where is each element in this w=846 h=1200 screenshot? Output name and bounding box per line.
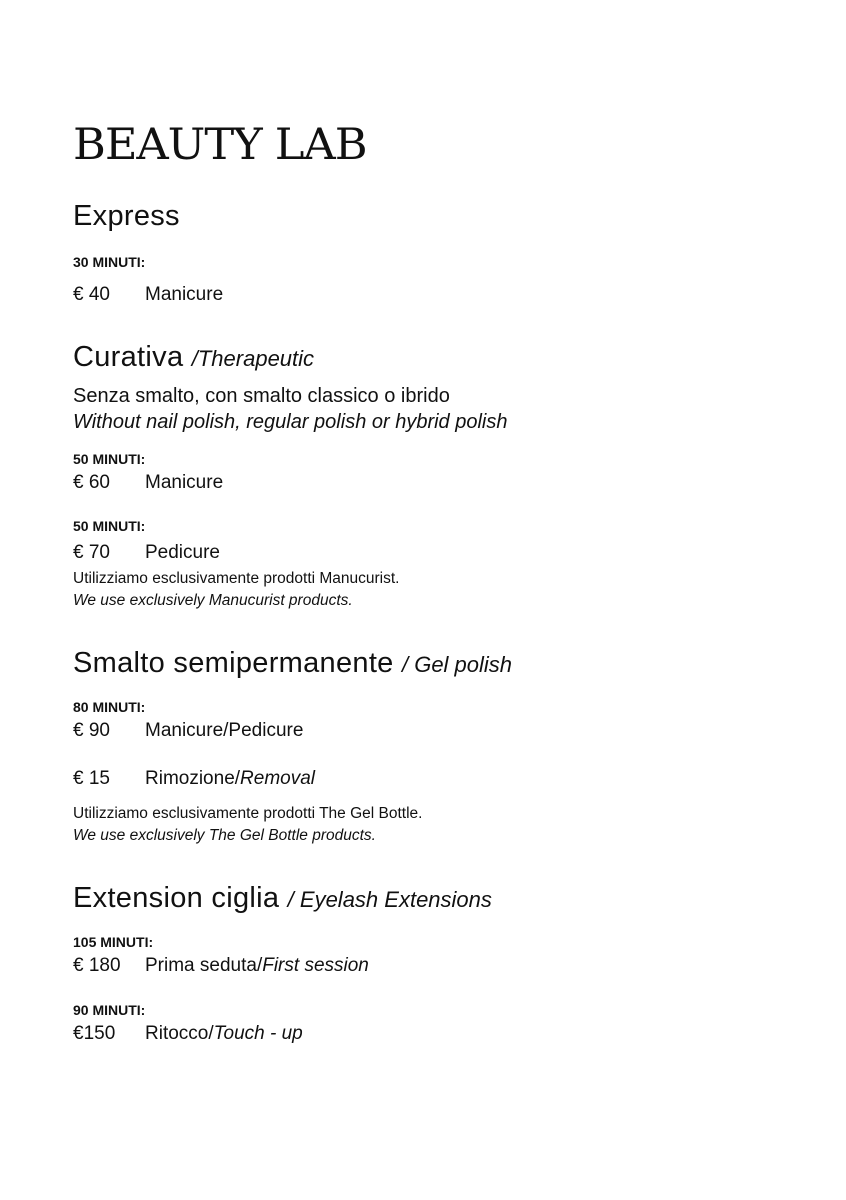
curativa-duration-2: 50 MINUTI: [73, 518, 146, 534]
curativa-subheading: /Therapeutic [191, 346, 315, 371]
curativa-description: Senza smalto, con smalto classico o ibrido [73, 385, 450, 407]
extension-heading-text: Extension ciglia [73, 882, 280, 914]
extension-item-2 [73, 1023, 303, 1045]
smalto-subheading: / Gel polish [401, 652, 513, 677]
curativa-price-1: € 60 [73, 472, 110, 493]
express-duration: 30 MINUTI: [73, 254, 146, 270]
smalto-item-1 [73, 720, 303, 742]
extension-heading [73, 882, 492, 915]
express-heading-text: Express [73, 200, 180, 232]
extension-item-1 [73, 955, 369, 977]
smalto-heading-text: Smalto semipermanente [73, 647, 394, 679]
extension-duration-1: 105 MINUTI: [73, 934, 154, 950]
express-heading [73, 200, 180, 233]
express-price: € 40 [73, 284, 110, 305]
smalto-duration: 80 MINUTI: [73, 699, 146, 715]
extension-subheading: / Eyelash Extensions [287, 887, 492, 912]
curativa-item-2 [73, 542, 220, 564]
extension-service-2: Ritocco/ [145, 1023, 214, 1044]
smalto-note: Utilizziamo esclusivamente prodotti The Gel Bottle. [73, 805, 423, 822]
smalto-note-en: We use exclusively The Gel Bottle products. [73, 827, 376, 844]
curativa-price-2: € 70 [73, 542, 110, 563]
curativa-item-1 [73, 472, 223, 494]
extension-price-1: € 180 [73, 955, 121, 976]
smalto-price-1: € 90 [73, 720, 110, 741]
curativa-heading-text: Curativa [73, 341, 184, 373]
smalto-service-2-en: Removal [240, 768, 316, 789]
extension-duration-2: 90 MINUTI: [73, 1002, 146, 1018]
express-item [73, 284, 223, 306]
extension-service-1: Prima seduta/ [145, 955, 263, 976]
extension-service-2-en: Touch - up [213, 1023, 303, 1044]
curativa-service-1: Manicure [145, 472, 224, 493]
curativa-note: Utilizziamo esclusivamente prodotti Manucurist. [73, 570, 400, 587]
smalto-service-2: Rimozione/ [145, 768, 241, 789]
smalto-item-2 [73, 768, 315, 790]
extension-service-1-en: First session [262, 955, 369, 976]
page-title: BEAUTY LAB [73, 120, 367, 170]
curativa-description-en: Without nail polish, regular polish or hybrid polish [73, 411, 508, 433]
curativa-heading [73, 341, 314, 374]
curativa-duration-1: 50 MINUTI: [73, 451, 146, 467]
smalto-service-1: Manicure/Pedicure [145, 720, 304, 741]
curativa-service-2: Pedicure [145, 542, 220, 563]
curativa-note-en: We use exclusively Manucurist products. [73, 592, 353, 609]
smalto-heading [73, 647, 512, 680]
smalto-price-2: € 15 [73, 768, 110, 789]
extension-price-2: €150 [73, 1023, 116, 1044]
express-service: Manicure [145, 284, 224, 305]
